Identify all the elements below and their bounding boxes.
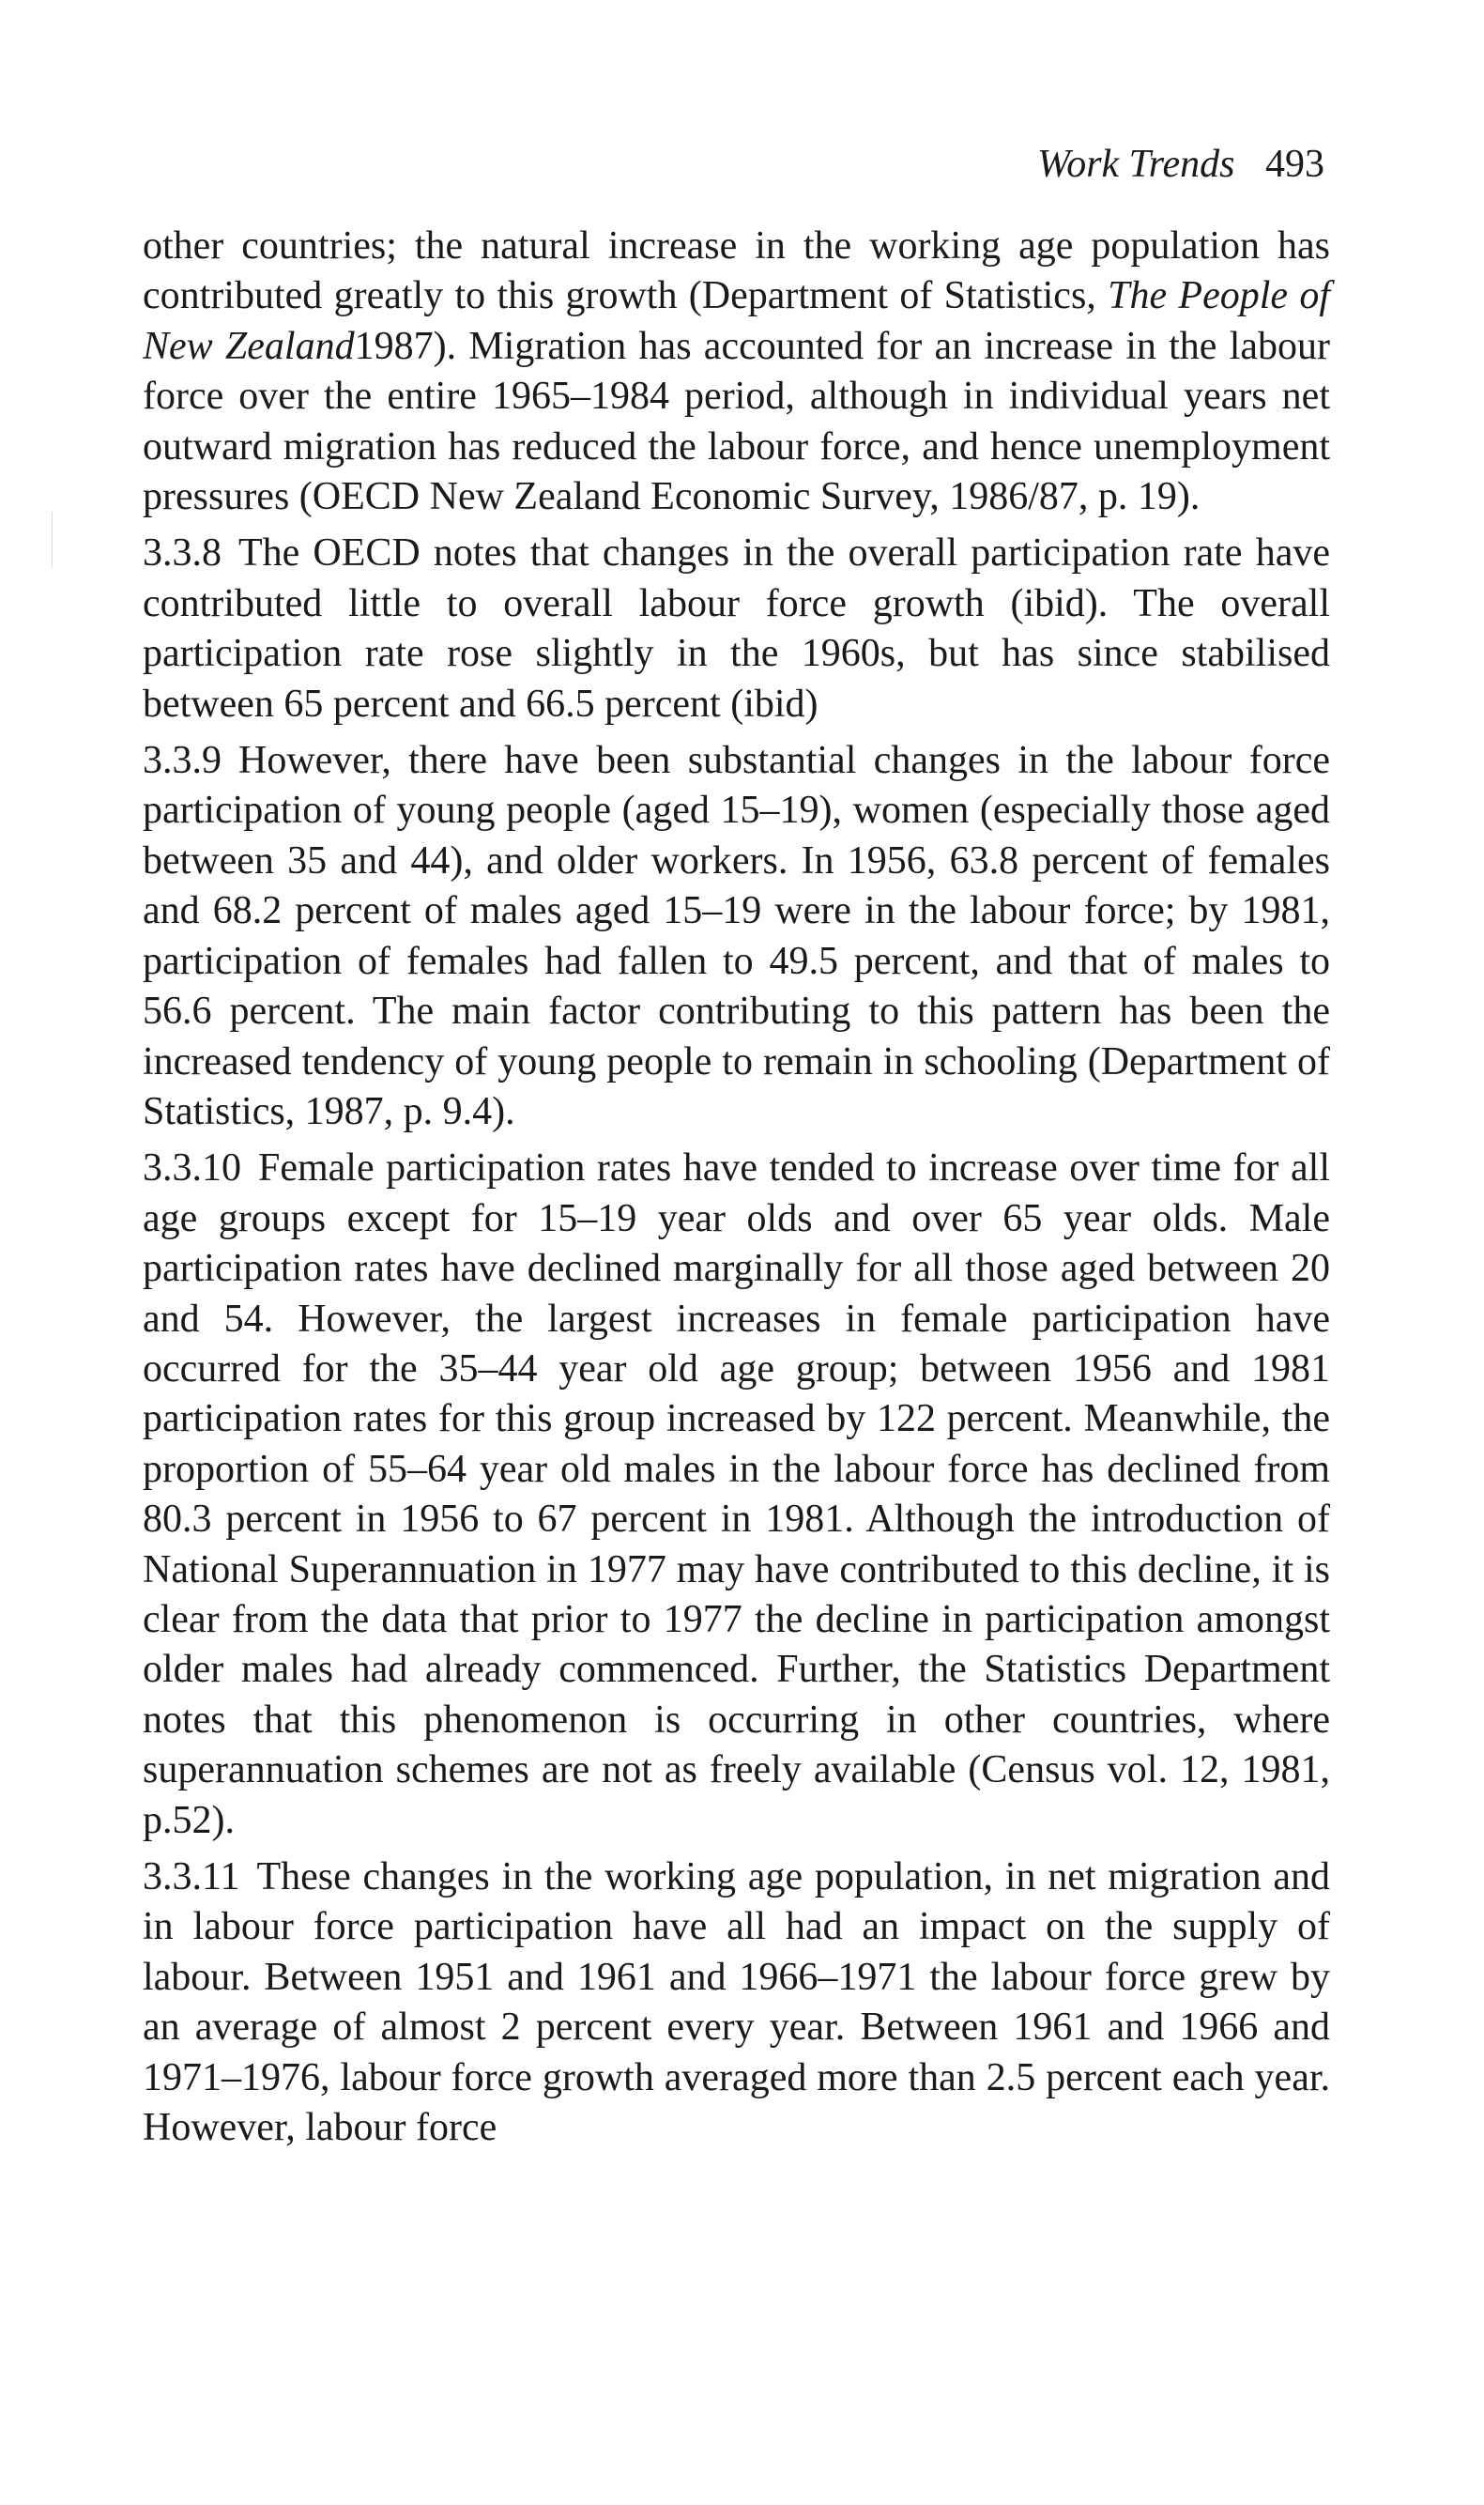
margin-mark xyxy=(52,512,53,568)
paragraph-text: other countries; the natural increase in the working age population has contributed greatly to this growth (Department of Statistics, xyxy=(143,224,1330,318)
running-head xyxy=(1037,141,1324,188)
paragraph-text: These changes in the working age population, in net migration and in labour force participation have all had an impact on the supply of labour. Between 1951 and 1961 and 1966–1971 the labour force grew by an average of almost 2 percent every year. Between 1961 and 1966 and 1971–1976, labour force growth averaged more than 2.5 percent each year. However, labour force xyxy=(143,1855,1330,2150)
page-number: 493 xyxy=(1265,143,1324,186)
paragraph-3-3-10 xyxy=(143,1144,1330,1846)
paragraph-number: 3.3.9 xyxy=(143,739,222,783)
running-head-title: Work Trends xyxy=(1037,143,1235,186)
paragraph-number: 3.3.10 xyxy=(143,1146,241,1191)
paragraph-text: 1987). Migration has accounted for an increase in the labour force over the entire 1965–1984 period, although in individual years net outward migration has reduced the labour force, and hence unemployment pressures (OECD New Zealand Economic Survey, 1986/87, p. 19). xyxy=(143,324,1330,519)
paragraph-3-3-11 xyxy=(143,1852,1330,2153)
paragraph-text: However, there have been substantial changes in the labour force participation of young people (aged 15–19), women (especially those aged between 35 and 44), and older workers. In 1956, 63.8 percent of females and 68.2 percent of males aged 15–19 were in the labour force; by 1981, participation of females had fallen to 49.5 percent, and that of males to 56.6 percent. The main factor contributing to this pattern has been the increased tendency of young people to remain in schooling (Department of Statistics, 1987, p. 9.4). xyxy=(143,739,1330,1133)
paragraph-3-3-8 xyxy=(143,529,1330,730)
paragraph-text: The OECD notes that changes in the overall participation rate have contributed little to overall labour force growth (ibid). The overall participation rate rose slightly in the 1960s, but has since stabilised between 65 percent and 66.5 percent (ibid) xyxy=(143,531,1330,726)
body-text xyxy=(143,222,1330,2159)
paragraph-number: 3.3.11 xyxy=(143,1855,240,1898)
paragraph-3-3-9 xyxy=(143,736,1330,1137)
paragraph-text: Female participation rates have tended to increase over time for all age groups except for 15–19 year olds and over 65 year olds. Male participation rates have declined marginally for all those aged between 20 and 54. However, the largest increases in female participation have occurred for the 35–44 year old age group; between 1956 and 1981 participation rates for this group increased by 122 percent. Meanwhile, the proportion of 55–64 year old males in the labour force has declined from 80.3 percent in 1956 to 67 percent in 1981. Although the introduction of National Superannuation in 1977 may have contributed to this decline, it is clear from the data that prior to 1977 the decline in participation amongst older males had already commenced. Further, the Statistics Department notes that this phenomenon is occurring in other countries, where superannuation schemes are not as freely available (Census vol. 12, 1981, p.52). xyxy=(143,1146,1330,1842)
book-title: The People of New Zealand xyxy=(143,274,1331,368)
paragraph-continued xyxy=(143,222,1330,522)
paragraph-number: 3.3.8 xyxy=(143,531,222,576)
